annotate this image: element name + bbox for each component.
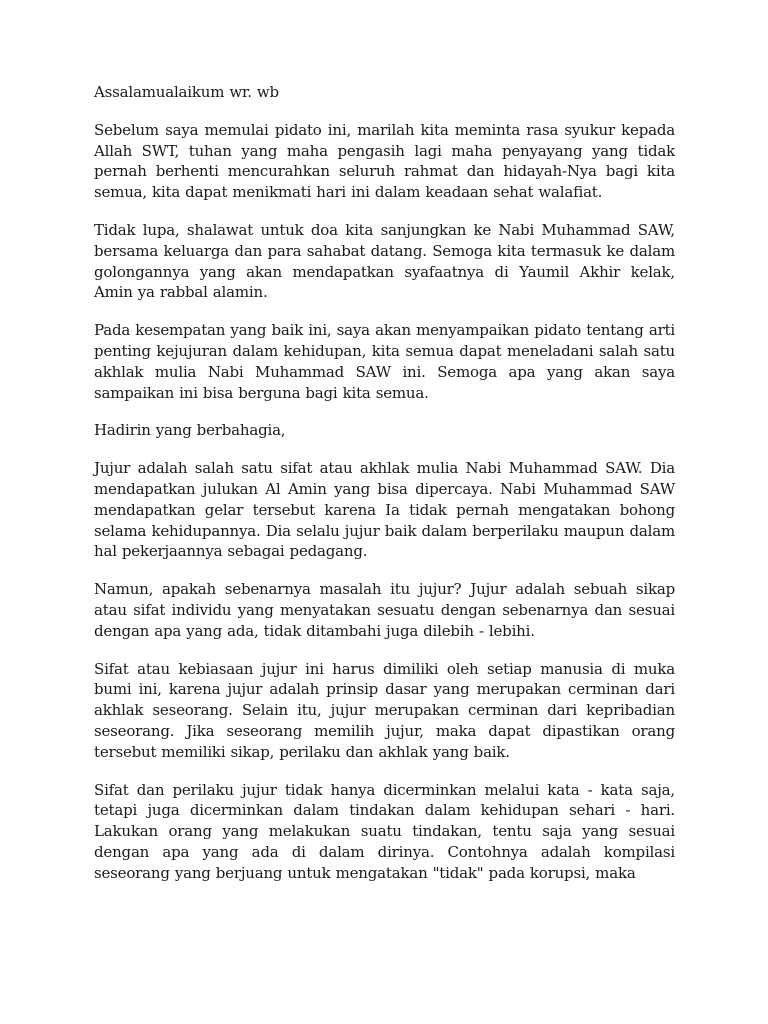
paragraph-topic: Pada kesempatan yang baik ini, saya akan menyampaikan pidato tentang arti penting kejujuran dalam kehidupan, kita semua dapat meneladani salah satu akhlak mulia Nabi Muhammad SAW ini. Semoga apa yang akan saya sampaikan ini bisa berguna bagi kita semua. xyxy=(94,321,675,402)
paragraph-honesty-actions: Sifat dan perilaku jujur tidak hanya dicerminkan melalui kata - kata saja, tetapi juga dicerminkan dalam tindakan dalam kehidupan sehari - hari. Lakukan orang yang melakukan suatu tindakan, tentu saja yang sesuai dengan apa yang ada di dalam dirinya. Contohnya adalah kompilasi seseorang yang berjuang untuk mengatakan "tidak" pada korupsi, maka xyxy=(94,780,675,882)
paragraph-honesty-character: Sifat atau kebiasaan jujur ini harus dimiliki oleh setiap manusia di muka bumi ini, karena jujur adalah prinsip dasar yang merupakan cerminan dari akhlak seseorang. Selain itu, jujur merupakan cerminan dari kepribadian seseorang. Jika seseorang memilih jujur, maka dapat dipastikan orang tersebut memiliki sikap, perilaku dan akhlak yang baik. xyxy=(94,659,675,761)
paragraph-address: Hadirin yang berbahagia, xyxy=(94,421,286,440)
document-body xyxy=(94,82,675,884)
paragraph-honesty-prophet: Jujur adalah salah satu sifat atau akhlak mulia Nabi Muhammad SAW. Dia mendapatkan julukan Al Amin yang bisa dipercaya. Nabi Muhammad SAW mendapatkan gelar tersebut karena Ia tidak pernah mengatakan bohong selama kehidupannya. Dia selalu jujur baik dalam berperilaku maupun dalam hal pekerjaannya sebagai pedagang. xyxy=(94,459,675,561)
greeting: Assalamualaikum wr. wb xyxy=(94,83,279,101)
paragraph-shalawat: Tidak lupa, shalawat untuk doa kita sanjungkan ke Nabi Muhammad SAW, bersama keluarga dan para sahabat datang. Semoga kita termasuk ke dalam golongannya yang akan mendapatkan syafaatnya di Yaumil Akhir kelak, Amin ya rabbal alamin. xyxy=(94,220,675,302)
paragraph-gratitude: Sebelum saya memulai pidato ini, marilah kita meminta rasa syukur kepada Allah SWT, tuhan yang maha pengasih lagi maha penyayang yang tidak pernah berhenti mencurahkan seluruh rahmat dan hidayah-Nya bagi kita semua, kita dapat menikmati hari ini dalam keadaan sehat walafiat. xyxy=(94,120,675,202)
paragraph-honesty-definition: Namun, apakah sebenarnya masalah itu jujur? Jujur adalah sebuah sikap atau sifat individu yang menyatakan sesuatu dengan sebenarnya dan sesuai dengan apa yang ada, tidak ditambahi juga dilebih - lebihi. xyxy=(94,580,675,640)
